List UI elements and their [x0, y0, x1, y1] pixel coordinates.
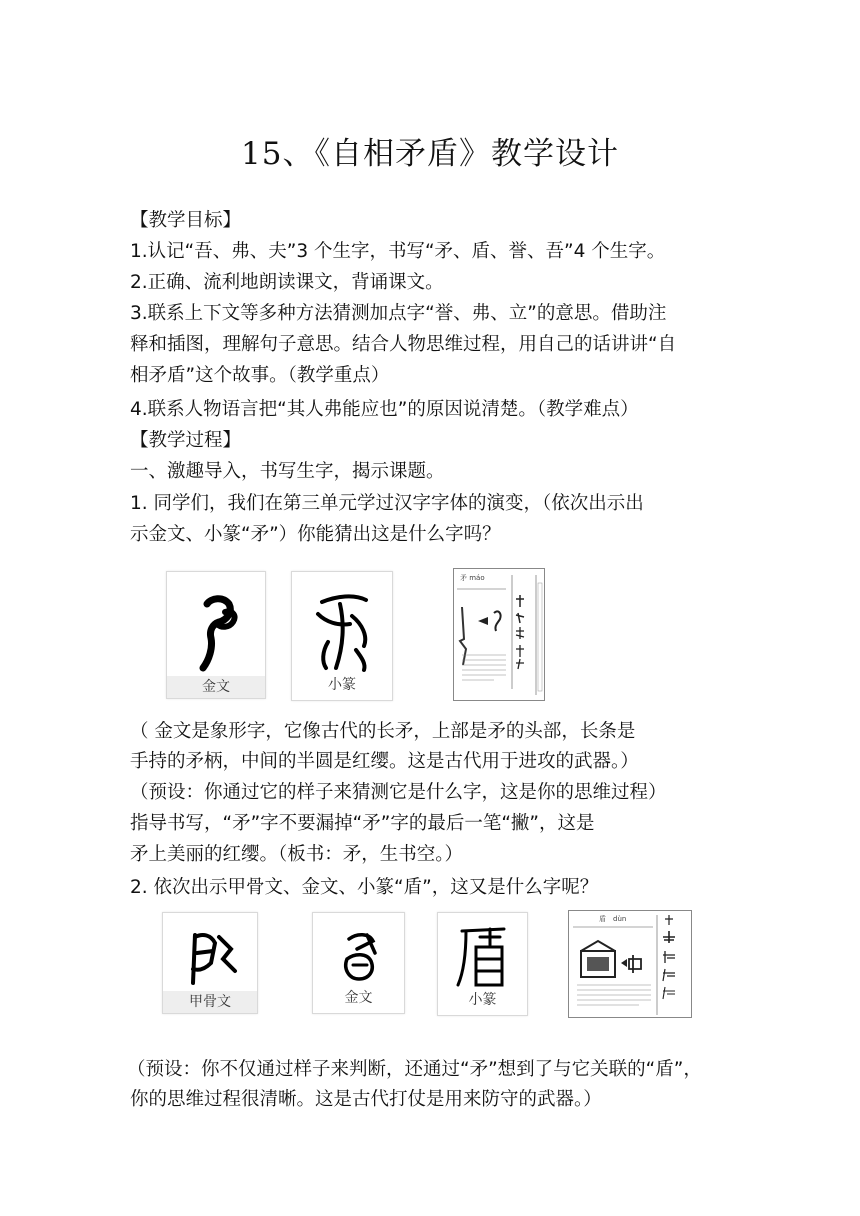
xiaozhuan-mao-glyph [292, 572, 394, 680]
jiaguwen-dun-glyph [163, 913, 259, 993]
paragraph-line: 相矛盾”这个故事。（教学重点） [130, 365, 390, 386]
dictionary-dun-illustration [569, 911, 693, 1019]
jiaguwen-dun-card [162, 912, 258, 1014]
jinwen-label: 金文 [167, 676, 265, 698]
paragraph-line: 2.正确、流利地朗读课文，背诵课文。 [130, 272, 444, 293]
jinwen-dun-card [312, 912, 405, 1014]
paragraph-line: 3.联系上下文等多种方法猜测加点字“誉、弗、立”的意思。借助注 [130, 303, 667, 324]
paragraph-line: 【教学目标】 [130, 210, 242, 231]
jinwen-label: 金文 [344, 990, 373, 1006]
jinwen-mao-card [166, 571, 266, 699]
paragraph-line: 一、激趣导入，书写生字，揭示课题。 [130, 461, 445, 482]
dictionary-heading: 盾 dùn [599, 915, 627, 923]
paragraph-line: 手持的矛柄，中间的半圆是红缨。这是古代用于进攻的武器。） [130, 751, 639, 772]
dictionary-heading: 矛 máo [460, 574, 485, 582]
paragraph-line: 释和插图，理解句子意思。结合人物思维过程，用自己的话讲讲“自 [130, 334, 677, 355]
jinwen-dun-glyph [313, 913, 406, 993]
paragraph-line: 矛上美丽的红缨。（板书：矛，生书空。） [130, 844, 464, 865]
paragraph-line: （ 金文是象形字，它像古代的长矛，上部是矛的头部，长条是 [130, 721, 636, 742]
paragraph-line: 1. 同学们，我们在第三单元学过汉字字体的演变，（依次出示出 [130, 493, 644, 514]
dictionary-mao-card [453, 568, 545, 701]
xiaozhuan-mao-card [291, 571, 393, 701]
jinwen-mao-glyph [167, 572, 267, 678]
paragraph-line: 1.认记“吾、弗、夫”3 个生字，书写“矛、盾、誉、吾”4 个生字。 [130, 241, 666, 262]
paragraph-line: 你的思维过程很清晰。这是古代打仗是用来防守的武器。） [130, 1089, 602, 1110]
paragraph-line: 指导书写，“矛”字不要漏掉“矛”字的最后一笔“撇”，这是 [130, 813, 595, 834]
paragraph-line: 【教学过程】 [130, 430, 242, 451]
xiaozhuan-dun-card [437, 912, 528, 1016]
paragraph-line: （预设：你通过它的样子来猜测它是什么字，这是你的思维过程） [130, 782, 667, 803]
paragraph-line: 4.联系人物语言把“其人弗能应也”的原因说清楚。（教学难点） [130, 399, 639, 420]
paragraph-line: 2. 依次出示甲骨文、金文、小篆“盾”，这又是什么字呢？ [130, 877, 599, 898]
page-title: 15、《自相矛盾》教学设计 [241, 136, 619, 172]
paragraph-line: （预设：你不仅通过样子来判断，还通过“矛”想到了与它关联的“盾”， [127, 1059, 702, 1080]
dictionary-mao-illustration [454, 569, 546, 702]
dictionary-dun-card [568, 910, 692, 1018]
xiaozhuan-label: 小篆 [468, 992, 497, 1008]
paragraph-line: 示金文、小篆“矛”）你能猜出这是什么字吗？ [130, 524, 501, 545]
xiaozhuan-dun-glyph [438, 913, 529, 997]
jiaguwen-label: 甲骨文 [163, 991, 257, 1013]
xiaozhuan-label: 小篆 [328, 677, 356, 693]
